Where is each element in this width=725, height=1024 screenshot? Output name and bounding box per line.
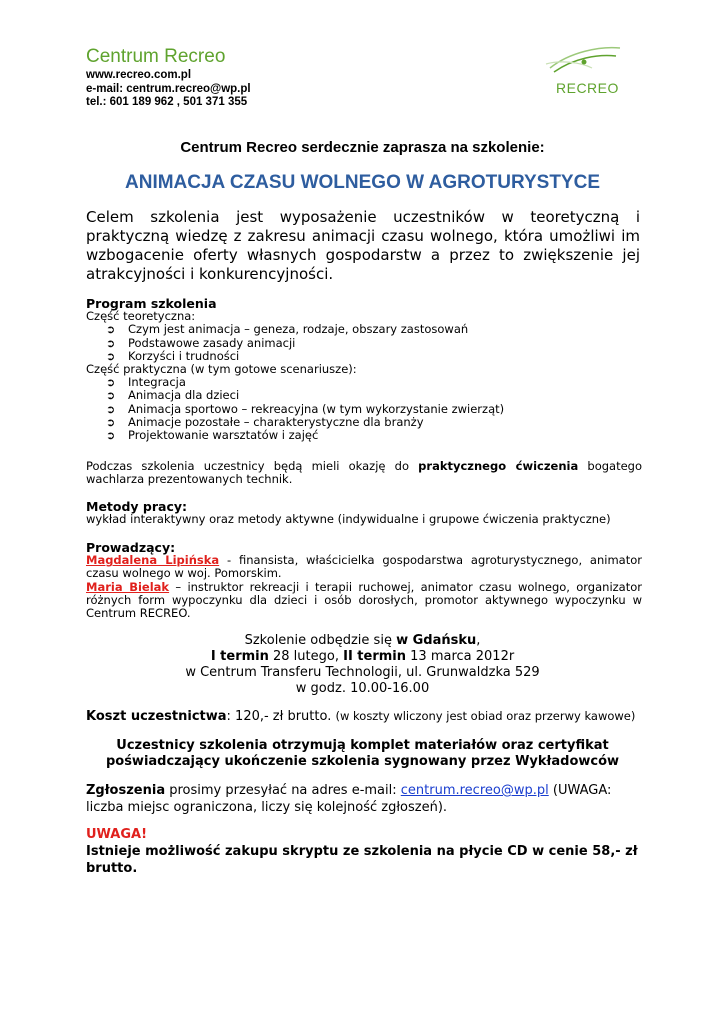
- list-item: ➲ Korzyści i trudności: [106, 348, 240, 363]
- list-item: ➲ Animacja dla dzieci: [106, 388, 240, 403]
- location-block: [0, 633, 725, 697]
- certificate-note: Uczestnicy szkolenia otrzymują komplet materiałów oraz certyfikat poświadczający ukończenie szkolenia sygnowany przez Wykładowców: [105, 738, 620, 769]
- warning-label: UWAGA!: [86, 827, 148, 842]
- website[interactable]: www.recreo.com.pl: [86, 69, 192, 81]
- contact-block: [86, 69, 251, 110]
- methods-text: wykład interaktywny oraz metody aktywne (indywidualne i grupowe ćwiczenia praktyczne): [86, 512, 611, 527]
- contact-email[interactable]: e-mail: centrum.recreo@wp.pl: [86, 82, 251, 95]
- list-item: ➲ Czym jest animacja – geneza, rodzaje, obszary zastosowań: [106, 322, 469, 337]
- trainers-section: [86, 541, 642, 620]
- arrow-bullet-icon: ➲: [106, 336, 116, 350]
- program-heading: Program szkolenia: [86, 296, 217, 311]
- location-line: Szkolenie odbędzie się w Gdańsku,: [244, 633, 481, 648]
- dates-line: I termin 28 lutego, II termin 13 marca 2012r: [210, 649, 515, 664]
- trainer-name[interactable]: Maria Bielak: [86, 579, 170, 594]
- signup-email-link[interactable]: centrum.recreo@wp.pl: [400, 783, 549, 798]
- arrow-bullet-icon: ➲: [106, 349, 116, 363]
- trainer-entry: Maria Bielak – instruktor rekreacji i terapii ruchowej, animator czasu wolnego, organizator różnych form wypoczynku dla dzieci i osób dorosłych, promotor aktywnego wypoczynku w Centrum RECREO.: [86, 579, 642, 621]
- arrow-bullet-icon: ➲: [106, 323, 116, 337]
- cost-line: Koszt uczestnictwa: 120,- zł brutto. (w koszty wliczony jest obiad oraz przerwy kawowe): [86, 709, 636, 724]
- theory-label: Część teoretyczna:: [86, 309, 196, 324]
- venue-line: w Centrum Transferu Technologii, ul. Grunwaldzka 529: [185, 665, 540, 680]
- arrow-bullet-icon: ➲: [106, 429, 116, 443]
- methods-heading: Metody pracy:: [86, 499, 188, 514]
- theory-list: [86, 323, 646, 363]
- list-item: ➲ Animacja sportowo – rekreacyjna (w tym wykorzystanie zwierząt): [106, 401, 505, 416]
- intro-paragraph: Celem szkolenia jest wyposażenie uczestników w teoretyczną i praktyczną wiedzę z zakresu animacji czasu wolnego, która umożliwi im wzbogacenie oferty własnych gospodarstw a przez to zwiększenie jej atrakcyjności i konkurencyjności.: [86, 208, 640, 283]
- list-item: ➲ Animacje pozostałe – charakterystyczne dla branży: [106, 414, 424, 429]
- methods-section: [86, 500, 642, 526]
- list-item: ➲ Projektowanie warsztatów i zajęć: [106, 428, 319, 443]
- list-item: ➲ Podstawowe zasady animacji: [106, 335, 296, 350]
- warning-text: Istnieje możliwość zakupu skryptu ze szkolenia na płycie CD w cenie 58,- zł brutto.: [86, 844, 638, 876]
- warning-section: [86, 826, 642, 877]
- arrow-bullet-icon: ➲: [106, 402, 116, 416]
- logo-text: RECREO: [556, 80, 619, 96]
- contact-phone: tel.: 601 189 962 , 501 371 355: [86, 96, 248, 108]
- trainer-name[interactable]: Magdalena Lipińska: [86, 553, 220, 568]
- signup-paragraph: Zgłoszenia prosimy przesyłać na adres e-mail: centrum.recreo@wp.pl (UWAGA: liczba miejsc ograniczona, liczy się kolejność zgłoszeń).: [86, 783, 612, 815]
- practice-label: Część praktyczna (w tym gotowe scenariusze):: [86, 362, 357, 377]
- trainer-entry: Magdalena Lipińska - finansista, właścicielka gospodarstwa agroturystycznego, animator czasu wolnego w woj. Pomorskim.: [86, 553, 642, 581]
- header-title: Centrum Recreo: [86, 46, 226, 67]
- arrow-bullet-icon: ➲: [106, 415, 116, 429]
- arrow-bullet-icon: ➲: [106, 376, 116, 390]
- hours-line: w godz. 10.00-16.00: [295, 681, 430, 696]
- arrow-bullet-icon: ➲: [106, 389, 116, 403]
- trainers-heading: Prowadzący:: [86, 540, 176, 555]
- list-item: ➲ Integracja: [106, 375, 186, 390]
- page-title: ANIMACJA CZASU WOLNEGO W AGROTURYSTYCE: [125, 172, 600, 193]
- invite-heading: Centrum Recreo serdecznie zaprasza na szkolenie:: [180, 139, 545, 156]
- exercise-paragraph: Podczas szkolenia uczestnicy będą mieli okazję do praktycznego ćwiczenia bogatego wachlarza prezentowanych technik.: [86, 459, 642, 487]
- practice-list: [86, 376, 646, 442]
- program-section: [86, 297, 646, 442]
